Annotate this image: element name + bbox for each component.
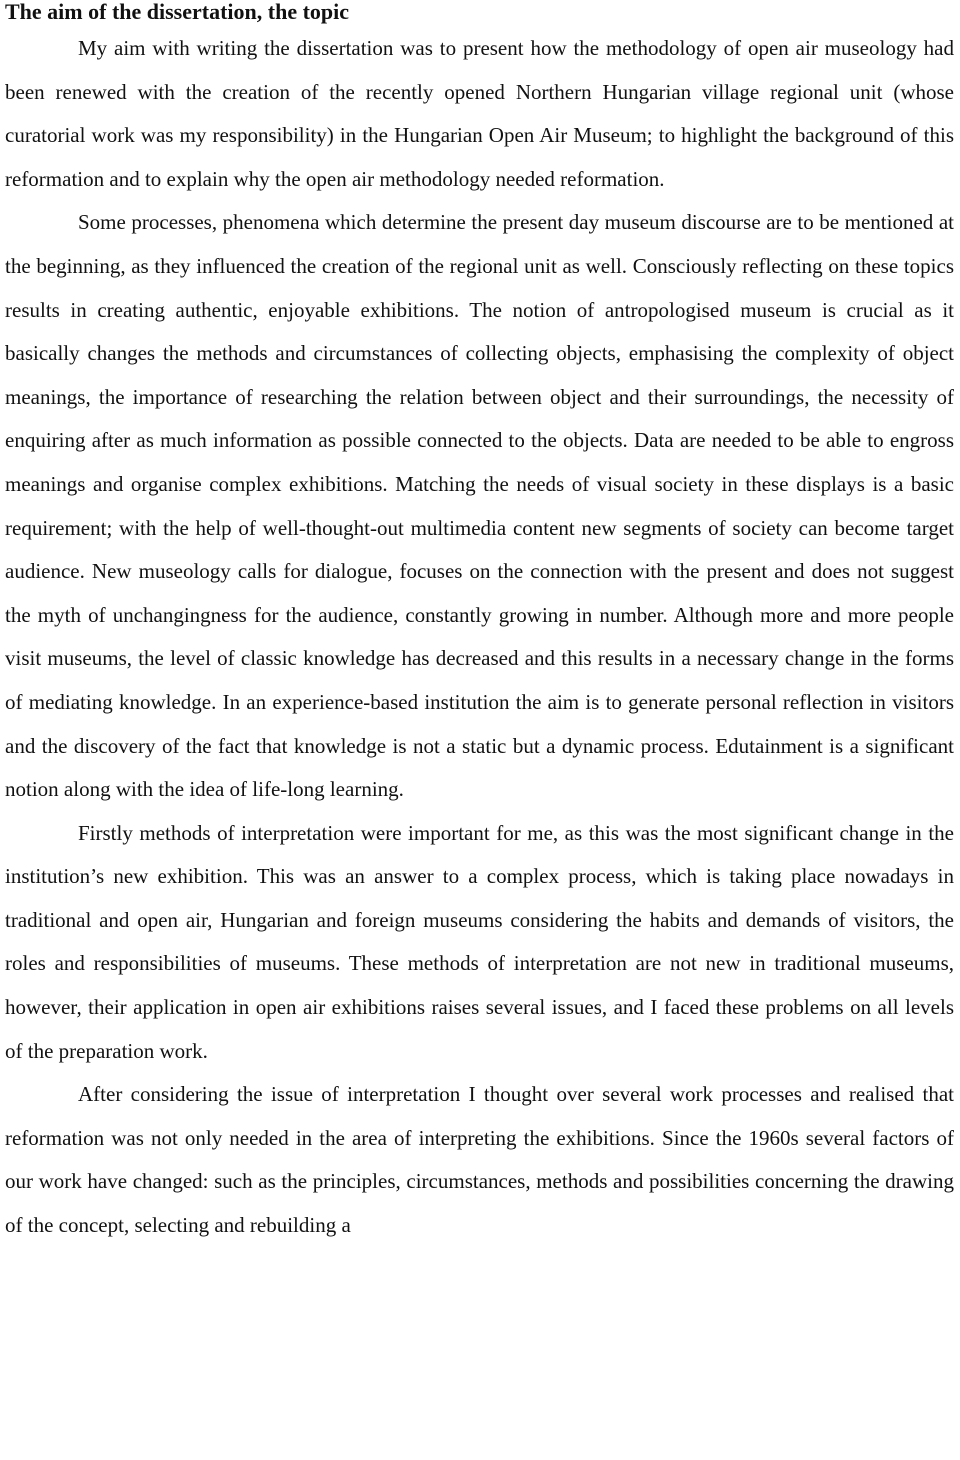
paragraph-museum-discourse: Some processes, phenomena which determine the present day museum discourse are to be mentioned at the beginning, as they influenced the creation of the regional unit as well. Consciously reflecting on these topics results in creating authentic, enjoyable exhibitions. The notion of antropologised museum is crucial as it basically changes the methods and circumstances of collecting objects, emphasising the complexity of object meanings, the importance of researching the relation between object and their surroundings, the necessity of enquiring after as much information as possible connected to the objects. Data are needed to be able to engross meanings and organise complex exhibitions. Matching the needs of visual society in these displays is a basic requirement; with the help of well-thought-out multimedia content new segments of society can become target audience. New museology calls for dialogue, focuses on the connection with the present and does not suggest the myth of unchangingness for the audience, constantly growing in number. Although more and more people visit museums, the level of classic knowledge has decreased and this results in a necessary change in the forms of mediating knowledge. In an experience-based institution the aim is to generate personal reflection in visitors and the discovery of the fact that knowledge is not a static but a dynamic process. Edutainment is a significant notion along with the idea of life-long learning.: [5, 210, 954, 802]
section-heading: The aim of the dissertation, the topic: [5, 0, 350, 24]
paragraph-aim: My aim with writing the dissertation was to present how the methodology of open air museology had been renewed with the creation of the recently opened Northern Hungarian village regional unit (whose curatorial work was my responsibility) in the Hungarian Open Air Museum; to highlight the background of this reformation and to explain why the open air methodology needed reformation.: [5, 36, 954, 191]
paragraph-work-processes: After considering the issue of interpretation I thought over several work processes and realised that reformation was not only needed in the area of interpreting the exhibitions. Since the 1960s several factors of our work have changed: such as the principles, circumstances, methods and possibilities concerning the drawing of the concept, selecting and rebuilding a: [5, 1082, 954, 1238]
paragraph-interpretation: Firstly methods of interpretation were important for me, as this was the most significant change in the institution’s new exhibition. This was an answer to a complex process, which is taking place nowadays in traditional and open air, Hungarian and foreign museums considering the habits and demands of visitors, the roles and responsibilities of museums. These methods of interpretation are not new in traditional museums, however, their application in open air exhibitions raises several issues, and I faced these problems on all levels of the preparation work.: [5, 820, 954, 1063]
